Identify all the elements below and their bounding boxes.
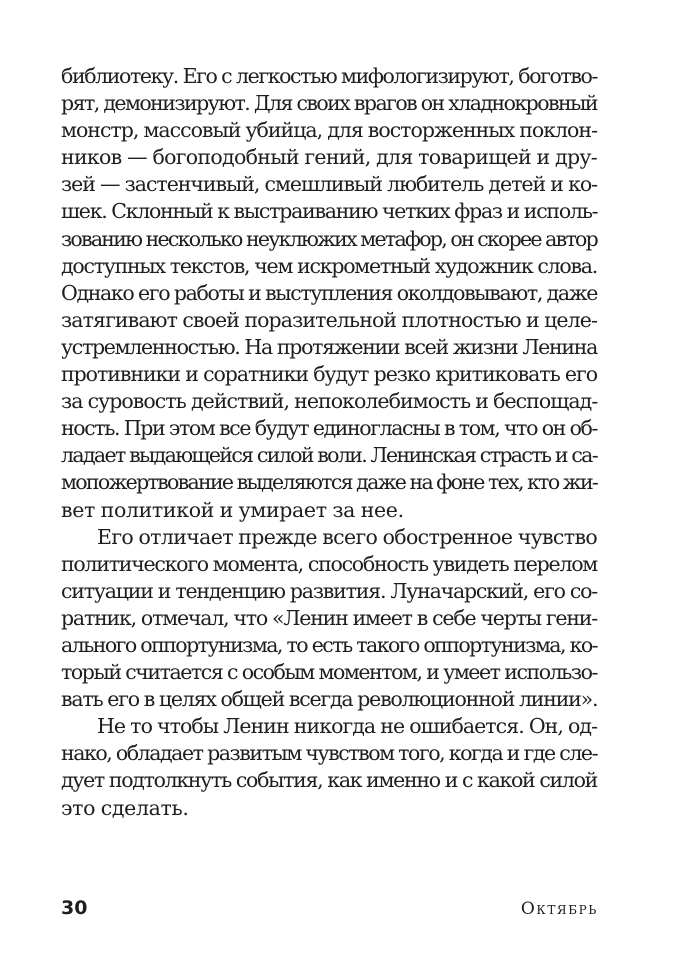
text-line: ального оппортунизма, то есть такого оппортунизма, ко-	[61, 632, 597, 657]
running-title: Октябрь	[520, 899, 598, 919]
text-line: устремленностью. На протяжении всей жизни Ленина	[61, 334, 597, 359]
text-line: нако, обладает развитым чувством того, когда и где сле-	[61, 741, 598, 766]
text-line: рят, демонизируют. Для своих врагов он хладнокровный	[61, 91, 597, 116]
text-line: шек. Склонный к выстраиванию четких фраз и исполь-	[61, 199, 598, 224]
text-line: дует подтолкнуть события, как именно и с какой силой	[61, 768, 597, 793]
text-line: затягивают своей поразительной плотностью и целе-	[61, 307, 597, 332]
page-number: 30	[61, 897, 88, 919]
text-line: ратник, отмечал, что «Ленин имеет в себе черты гени-	[61, 605, 597, 630]
text-line: Не то чтобы Ленин никогда не ошибается. Он, од-	[97, 714, 598, 739]
text-line: зованию несколько неуклюжих метафор, он скорее автор	[61, 226, 597, 251]
text-line: ность. При этом все будут единогласны в том, что он об-	[61, 416, 597, 441]
text-line: монстр, массовый убийца, для восторженных поклон-	[61, 118, 597, 143]
text-line: за суровость действий, непоколебимость и беспощад-	[61, 389, 598, 414]
text-line: торый считается с особым моментом, и умеет использо-	[61, 660, 597, 685]
text-line: противники и соратники будут резко критиковать его	[61, 362, 597, 387]
text-line: это сделать.	[61, 795, 189, 820]
text-line: политического момента, способность увидеть перелом	[61, 551, 597, 576]
text-line: ситуации и тенденцию развития. Луначарский, его со-	[61, 578, 597, 603]
text-line: доступных текстов, чем искрометный художник слова.	[61, 253, 597, 278]
body-text	[61, 63, 597, 822]
text-line: ников — богоподобный гений, для товарищей и дру-	[61, 145, 597, 170]
text-line: ладает выдающейся силой воли. Ленинская страсть и са-	[61, 443, 597, 468]
text-line: мопожертвование выделяются даже на фоне тех, кто жи-	[61, 470, 598, 495]
text-line: библиотеку. Его с легкостью мифологизируют, боготво-	[61, 64, 597, 88]
text-line: вать его в целях общей всегда революционной линии».	[61, 687, 598, 712]
text-line: Однако его работы и выступления околдовывают, даже	[61, 280, 598, 305]
text-line: зей — застенчивый, смешливый любитель детей и ко-	[61, 172, 597, 197]
text-line: Его отличает прежде всего обостренное чувство	[97, 524, 598, 549]
text-line: вет политикой и умирает за нее.	[61, 497, 404, 522]
